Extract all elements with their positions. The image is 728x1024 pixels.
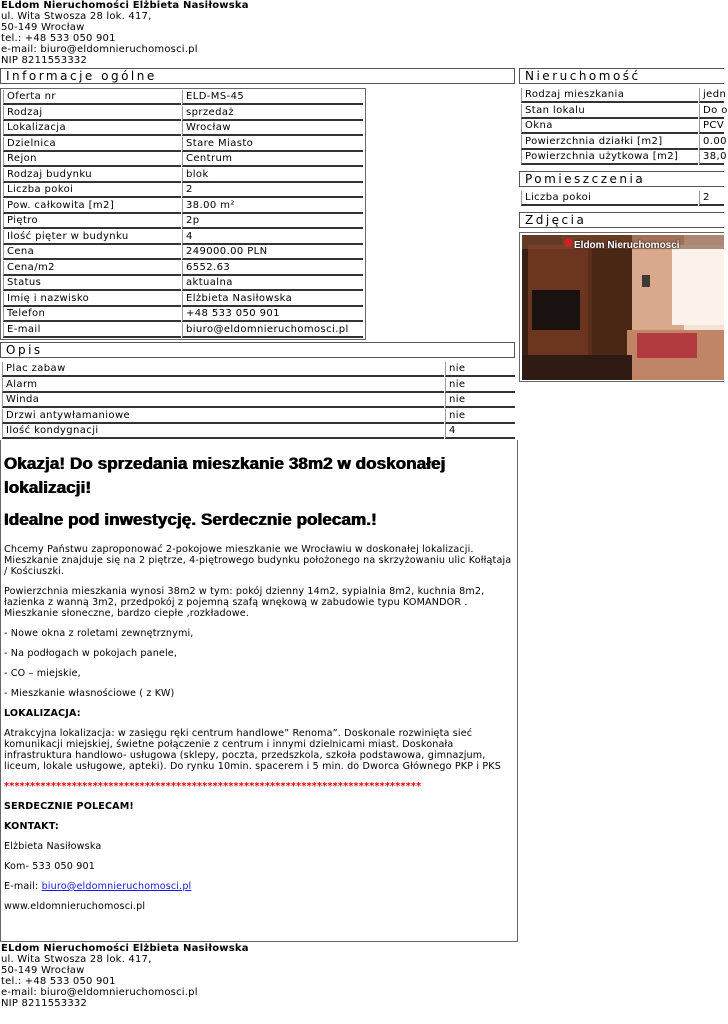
section-rooms-title: Pomieszczenia	[519, 171, 724, 187]
agency-city: 50-149 Wrocław	[1, 22, 85, 33]
agency-header	[1, 0, 249, 66]
field-value: Do o	[699, 104, 724, 119]
general-info-row	[1, 276, 363, 291]
field-value: +48 533 050 901	[182, 307, 363, 322]
field-label: Pow. całkowita [m2]	[3, 199, 181, 214]
field-label: Piętro	[3, 214, 181, 229]
property-row	[519, 119, 724, 134]
field-value: 2	[182, 183, 363, 198]
bullet-heating: - CO – miejskie,	[4, 668, 81, 679]
field-label: Oferta nr	[3, 90, 181, 105]
section-photos-title: Zdjęcia	[519, 212, 724, 228]
agency-nip: NIP 8211553332	[1, 55, 88, 66]
general-info-row	[1, 168, 363, 183]
field-label: Drzwi antywłamaniowe	[2, 409, 444, 424]
field-value: aktualna	[182, 276, 363, 291]
feature-row	[0, 393, 515, 408]
field-label: Cena	[3, 245, 181, 260]
property-table	[519, 88, 728, 168]
agency-name: ELdom Nieruchomości Elżbieta Nasiłowska	[1, 0, 249, 11]
agency-street: ul. Wita Stwosza 28 lok. 417,	[1, 11, 152, 22]
field-label: Winda	[2, 393, 444, 408]
contact-email-link[interactable]: biuro@eldomnieruchomosci.pl	[41, 881, 192, 892]
field-value: Centrum	[182, 152, 363, 167]
field-value: blok	[182, 168, 363, 183]
general-info-row	[1, 106, 363, 121]
field-value: 4	[445, 424, 515, 439]
section-property-title: Nieruchomość	[519, 68, 724, 84]
property-row	[519, 104, 728, 119]
field-value: 2	[699, 191, 724, 206]
general-info-row	[1, 307, 363, 322]
section-general-title: Informacje ogólne	[0, 68, 515, 84]
field-label: Rodzaj budynku	[3, 168, 181, 183]
field-label: Liczba pokoi	[3, 183, 181, 198]
field-value: ELD-MS-45	[182, 90, 363, 105]
agency-tel: tel.: +48 533 050 901	[1, 976, 116, 987]
headline-investment: Idealne pod inwestycję. Serdecznie polecam.!	[4, 510, 377, 529]
field-label: Stan lokalu	[521, 104, 698, 119]
photo-frame	[519, 232, 724, 382]
field-label: Status	[3, 276, 181, 291]
field-label: Telefon	[3, 307, 181, 322]
general-info-row	[1, 245, 363, 260]
field-label: Rodzaj mieszkania	[521, 88, 698, 103]
agency-name: ELdom Nieruchomości Elżbieta Nasiłowska	[1, 943, 249, 954]
rooms-table	[519, 191, 724, 209]
feature-row	[0, 362, 515, 377]
field-value: 0.00	[699, 135, 724, 150]
property-row	[519, 135, 727, 150]
recommend-text: SERDECZNIE POLECAM!	[4, 801, 134, 812]
features-table	[0, 362, 515, 440]
general-info-row	[1, 121, 363, 136]
field-label: Rodzaj	[3, 106, 181, 121]
photo-watermark: Eldom Nieruchomosci	[574, 240, 680, 251]
field-value: 249000.00 PLN	[182, 245, 363, 260]
agency-nip: NIP 8211553332	[1, 998, 88, 1009]
agency-footer	[1, 943, 249, 1009]
field-label: Liczba pokoi	[521, 191, 698, 206]
feature-row	[0, 378, 515, 393]
field-value: 38.00 m²	[182, 199, 363, 214]
field-label: Ilość kondygnacji	[2, 424, 444, 439]
description-paragraph-2: Powierzchnia mieszkania wynosi 38m2 w tym: pokój dzienny 14m2, sypialnia 8m2, kuchnia 8m2, łazienka z wanną 3m2, przedpokój z pojemną szafą wnękową w zabudowie typu KOMANDOR . Mieszkanie słoneczne, bardzo ciepłe ,rozkładowe.	[4, 586, 485, 619]
general-info-row	[1, 199, 363, 214]
field-label: Plac zabaw	[2, 362, 444, 377]
section-description-title: Opis	[0, 342, 515, 358]
general-info-row	[1, 214, 363, 229]
field-value: biuro@eldomnieruchomosci.pl	[182, 323, 363, 338]
agency-email: e-mail: biuro@eldomnieruchomosci.pl	[1, 44, 198, 55]
bullet-windows: - Nowe okna z roletami zewnętrznymi,	[4, 628, 194, 639]
general-info-row	[1, 90, 363, 105]
general-info-row	[1, 292, 363, 307]
general-info-row	[1, 137, 363, 152]
general-info-row	[1, 152, 363, 167]
field-value: 2p	[182, 214, 363, 229]
field-value: Elżbieta Nasiłowska	[182, 292, 363, 307]
agency-tel: tel.: +48 533 050 901	[1, 33, 116, 44]
field-value: nie	[445, 378, 515, 393]
field-label: E-mail	[3, 323, 181, 338]
general-info-row	[1, 183, 363, 198]
contact-phone: Kom- 533 050 901	[4, 861, 95, 872]
field-label: Alarm	[2, 378, 444, 393]
field-value: jedn	[699, 88, 724, 103]
field-label: Lokalizacja	[3, 121, 181, 136]
bullet-ownership: - Mieszkanie własnościowe ( z KW)	[4, 688, 175, 699]
general-info-row	[1, 261, 363, 276]
field-value: PCV	[699, 119, 724, 134]
field-value: nie	[445, 393, 515, 408]
field-label: Ilość pięter w budynku	[3, 230, 181, 245]
headline-offer: Okazja! Do sprzedania mieszkanie 38m2 w doskonałej lokalizacji!	[4, 454, 446, 497]
field-label: Dzielnica	[3, 137, 181, 152]
field-label: Cena/m2	[3, 261, 181, 276]
field-value: 6552.63	[182, 261, 363, 276]
general-info-table	[0, 88, 366, 340]
location-title: LOKALIZACJA:	[4, 708, 81, 719]
field-value: nie	[445, 362, 515, 377]
field-label: Imię i nazwisko	[3, 292, 181, 307]
field-value: Wrocław	[182, 121, 363, 136]
field-value: nie	[445, 409, 515, 424]
agency-street: ul. Wita Stwosza 28 lok. 417,	[1, 954, 152, 965]
field-value: 38,0	[699, 150, 724, 165]
website-text: www.eldomnieruchomosci.pl	[4, 901, 146, 912]
general-info-row	[1, 323, 363, 338]
agency-email: e-mail: biuro@eldomnieruchomosci.pl	[1, 987, 198, 998]
field-value: 4	[182, 230, 363, 245]
field-value: sprzedaż	[182, 106, 363, 121]
description-paragraph-1: Chcemy Państwu zaproponować 2-pokojowe mieszkanie we Wrocławiu w doskonałej lokalizacji. Mieszkanie znajduje się na 2 piętrze, 4-piętrowego budynku położonego na skrzyżowaniu ulic Kołłątaja / Kościuszki.	[4, 544, 512, 577]
field-label: Rejon	[3, 152, 181, 167]
stars-divider: ********************************************************************************	[4, 781, 422, 792]
contact-title: KONTAKT:	[4, 821, 59, 832]
agency-city: 50-149 Wrocław	[1, 965, 85, 976]
contact-email-line	[4, 881, 514, 892]
property-row	[519, 88, 727, 103]
description-body	[4, 452, 514, 921]
feature-row	[0, 409, 515, 424]
feature-row	[0, 424, 515, 439]
field-label: Powierzchnia działki [m2]	[521, 135, 698, 150]
field-label: Okna	[521, 119, 698, 134]
location-text: Atrakcyjna lokalizacja: w zasięgu ręki centrum handlowe” Renoma”. Doskonale rozwinięta sieć komunikacji miejskiej, świetne połączenie z centrum i innymi dzielnicami miast. Doskonała infrastruktura handlowo- usługowa (sklepy, poczta, przedszkola, szkoła podstawowa, gimnazjum, liceum, lokale usługowe, apteki). Do rynku 10min. spacerem i 5 min. do Dworca Głównego PKP i PKS	[4, 728, 501, 772]
rooms-row	[519, 191, 724, 206]
contact-email-label: E-mail:	[4, 881, 42, 892]
property-row	[519, 150, 727, 165]
field-label: Powierzchnia użytkowa [m2]	[521, 150, 698, 165]
general-info-row	[1, 230, 363, 245]
contact-name: Elżbieta Nasiłowska	[4, 841, 102, 852]
bullet-floors: - Na podłogach w pokojach panele,	[4, 648, 178, 659]
field-value: Stare Miasto	[182, 137, 363, 152]
